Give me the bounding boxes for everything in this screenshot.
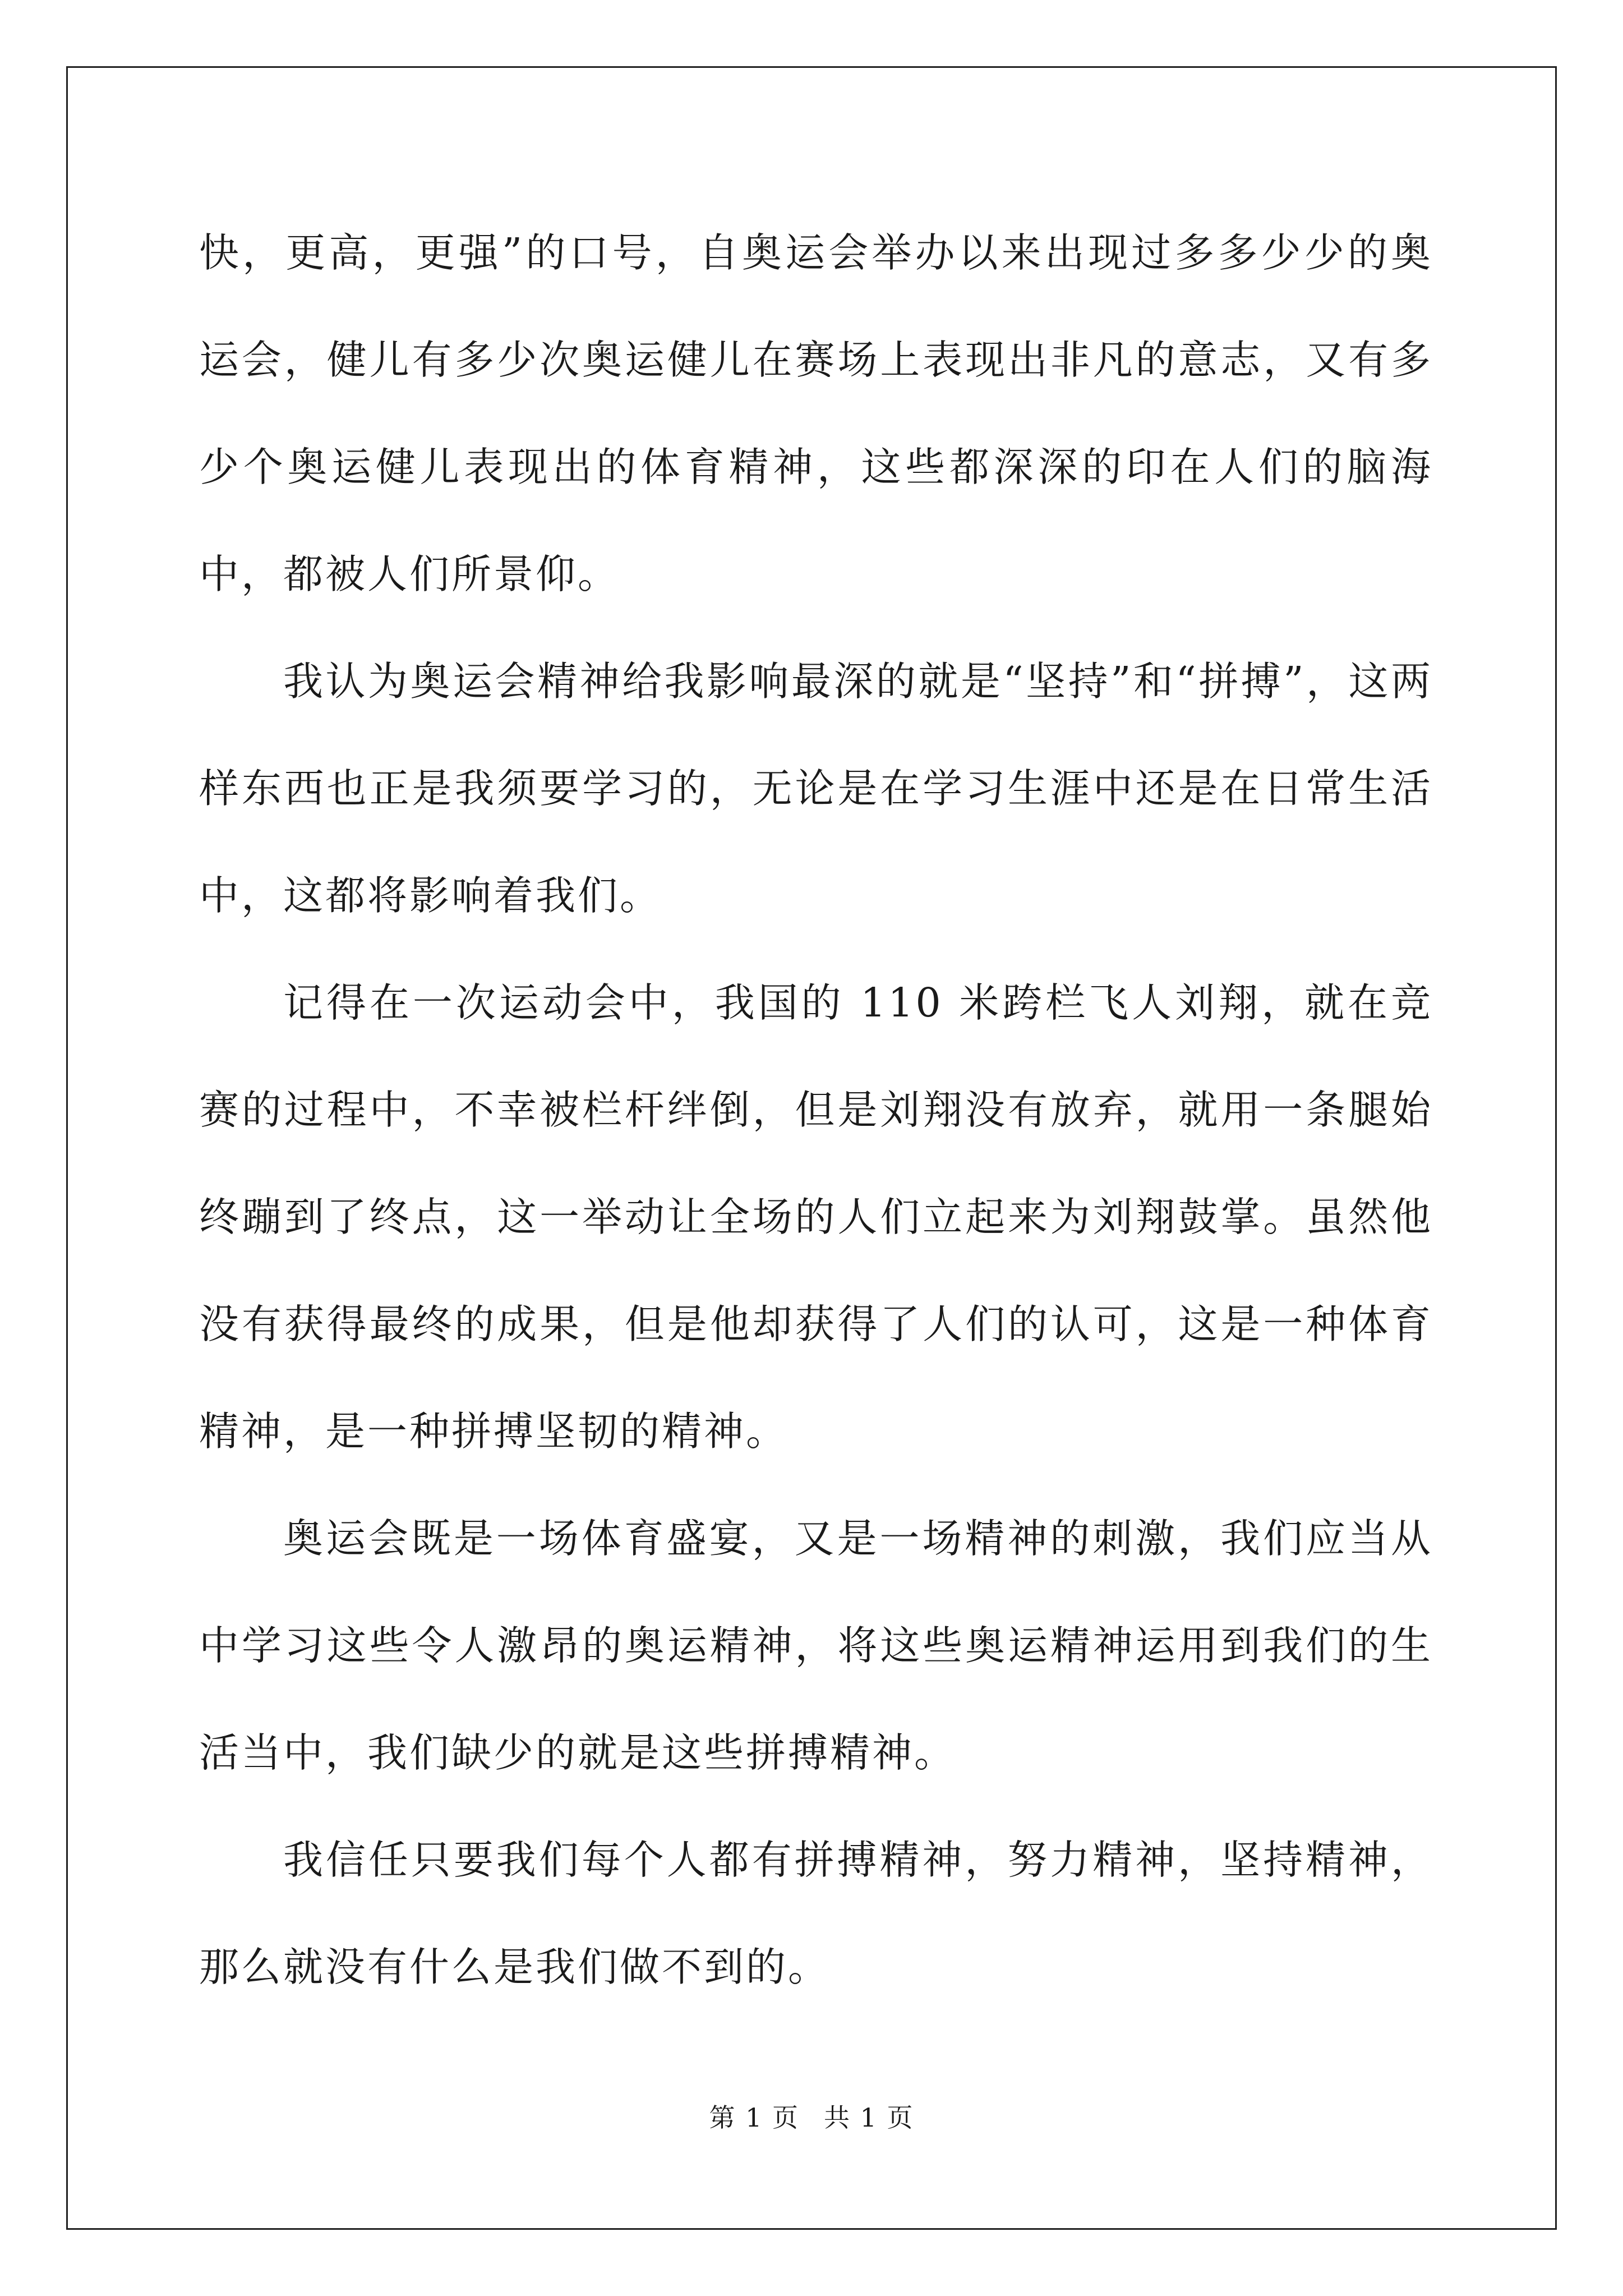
document-body: [199, 199, 1433, 2021]
paragraph-continued: 快，更高，更强”的口号，自奥运会举办以来出现过多多少少的奥运会，健儿有多少次奥运健儿在赛场上表现出非凡的意志，又有多少个奥运健儿表现出的体育精神，这些都深深的印在人们的脑海中，都被人们所景仰。: [199, 229, 1433, 597]
paragraph: 记得在一次运动会中，我国的 110 米跨栏飞人刘翔，就在竞赛的过程中，不幸被栏杆绊倒，但是刘翔没有放弃，就用一条腿始终蹦到了终点，这一举动让全场的人们立起来为刘翔鼓掌。虽然他没有获得最终的成果，但是他却获得了人们的认可，这是一种体育精神，是一种拼搏坚韧的精神。: [199, 979, 1433, 1455]
paragraph: 我认为奥运会精神给我影响最深的就是“坚持”和“拼搏”，这两样东西也正是我须要学习的，无论是在学习生涯中还是在日常生活中，这都将影响着我们。: [199, 658, 1433, 919]
paragraph: 奥运会既是一场体育盛宴，又是一场精神的刺激，我们应当从中学习这些令人激昂的奥运精神，将这些奥运精神运用到我们的生活当中，我们缺少的就是这些拼搏精神。: [199, 1515, 1433, 1776]
paragraph: 我信任只要我们每个人都有拼搏精神，努力精神，坚持精神，那么就没有什么是我们做不到的。: [199, 1837, 1433, 1990]
page-footer: [0, 2101, 1623, 2134]
page-number-current: 第 1 页: [709, 2102, 799, 2133]
page-number-total: 共 1 页: [824, 2102, 914, 2133]
